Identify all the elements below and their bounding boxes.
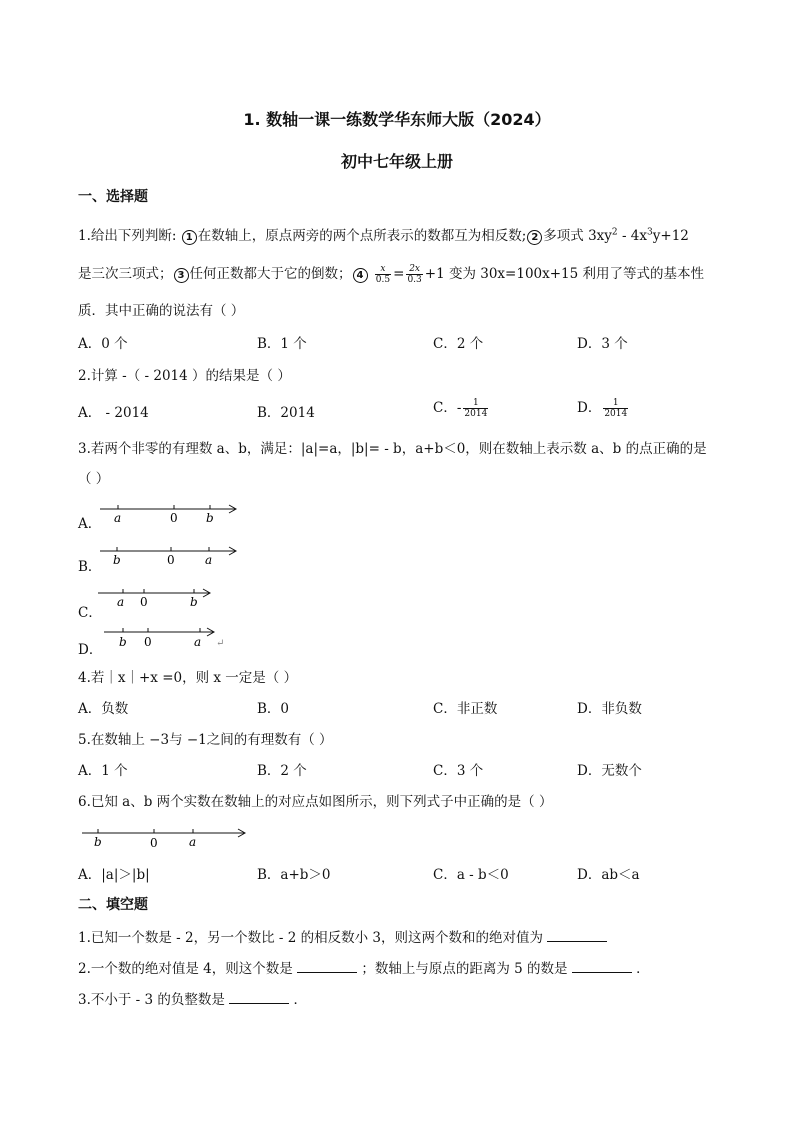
q6-number-line xyxy=(80,824,250,852)
circled-number-2: 2 xyxy=(527,230,542,245)
tick-label-zero: 0 xyxy=(170,511,178,525)
q4-stem: 4.若｜x｜+x =0，则 x 一定是（ ） xyxy=(78,670,298,686)
page-subtitle: 初中七年级上册 xyxy=(340,152,453,171)
q5-stem: 5.在数轴上 −3与 −1之间的有理数有（ ） xyxy=(78,732,333,748)
q4-option-d[interactable]: D．非负数 xyxy=(577,701,642,717)
q2-option-d[interactable] xyxy=(577,396,630,419)
fill-q2-text: 2.一个数的绝对值是 4，则这个数是 xyxy=(78,961,293,977)
q1-text: 任何正数都大于它的倒数； xyxy=(189,266,352,282)
q4-option-b[interactable]: B．0 xyxy=(257,701,290,717)
fraction-denominator: 2014 xyxy=(604,409,628,419)
fraction xyxy=(375,264,391,285)
tick-label-zero: 0 xyxy=(150,836,158,850)
q1-option-a[interactable]: A．0 个 xyxy=(78,336,128,352)
answer-blank[interactable] xyxy=(572,960,632,973)
circled-number-1: 1 xyxy=(182,230,197,245)
fill-q2 xyxy=(78,957,650,977)
circled-number-4: 4 xyxy=(353,268,368,283)
exponent: 3 xyxy=(647,227,653,238)
q3-number-line-c xyxy=(96,585,216,615)
tick-label-a: a xyxy=(194,635,202,649)
return-mark: ↵ xyxy=(216,638,225,649)
q1-line3: 质．其中正确的说法有（ ） xyxy=(78,303,245,319)
tick-label-zero: 0 xyxy=(140,595,148,609)
circled-number-3: 3 xyxy=(174,268,189,283)
q3-number-line-b xyxy=(96,543,246,573)
fraction-numerator: 1 xyxy=(463,398,488,409)
page-title: 1. 数轴一课一练数学华东师大版（2024） xyxy=(243,110,551,129)
fill-q3-text: 3.不小于 - 3 的负整数是 xyxy=(78,992,225,1008)
tick-label-b: b xyxy=(119,635,127,649)
q3-stem-line2: （ ） xyxy=(78,471,110,487)
fraction xyxy=(463,398,488,419)
fill-q1 xyxy=(78,926,607,946)
tick-label-a: a xyxy=(114,511,122,525)
q6-option-c[interactable]: C．a - b＜0 xyxy=(433,867,509,883)
section-heading-fill: 二、填空题 xyxy=(78,897,148,913)
fraction-denominator: 0.3 xyxy=(407,275,422,285)
q3-stem-line1: 3.若两个非零的有理数 a、b，满足：|a|=a，|b|= - b，a+b＜0，则在数轴上表示数 a、b 的点正确的是 xyxy=(78,441,707,457)
tick-label-b: b xyxy=(94,835,102,849)
tick-label-b: b xyxy=(206,511,214,525)
q4-option-c[interactable]: C．非正数 xyxy=(433,701,498,717)
tick-label-b: b xyxy=(190,595,198,609)
tick-label-a: a xyxy=(117,595,125,609)
fill-q1-text: 1.已知一个数是 - 2，另一个数比 - 2 的相反数小 3，则这两个数和的绝对值为 xyxy=(78,930,544,946)
answer-blank[interactable] xyxy=(547,929,607,942)
fill-q3 xyxy=(78,988,307,1008)
q1-line1 xyxy=(78,224,689,245)
q3-option-c-label[interactable]: C． xyxy=(78,605,102,621)
fraction xyxy=(406,264,422,285)
q1-text: 多项式 3xy xyxy=(543,228,612,244)
tick-label-b: b xyxy=(113,553,121,567)
q2-stem: 2.计算 -（ - 2014 ）的结果是（ ） xyxy=(78,368,291,384)
q3-number-line-d xyxy=(96,622,236,652)
fraction-denominator: 2014 xyxy=(464,409,488,419)
q1-text: 是三次三项式； xyxy=(78,266,173,282)
q1-text: +1 变为 30x=100x+15 利用了等式的基本性 xyxy=(424,266,705,282)
tick-label-a: a xyxy=(205,553,213,567)
q1-option-d[interactable]: D．3 个 xyxy=(577,336,628,352)
fraction-denominator: 0.5 xyxy=(375,275,391,285)
q1-option-c[interactable]: C．2 个 xyxy=(433,336,484,352)
q6-option-a[interactable]: A．|a|＞|b| xyxy=(78,867,150,883)
q2-option-a[interactable]: A． - 2014 xyxy=(78,405,149,421)
answer-blank[interactable] xyxy=(229,991,289,1004)
fraction xyxy=(603,398,628,419)
q3-option-d-label[interactable]: D． xyxy=(78,642,103,658)
q3-number-line-a xyxy=(96,500,246,530)
q3-option-a-label[interactable]: A． xyxy=(78,516,102,532)
q2-option-c[interactable] xyxy=(433,396,490,419)
q1-text: 在数轴上，原点两旁的两个点所表示的数都互为相反数; xyxy=(197,228,527,244)
q4-option-a[interactable]: A．负数 xyxy=(78,701,129,717)
equals-sign: = xyxy=(393,266,405,282)
tick-label-a: a xyxy=(189,835,197,849)
q1-text: 1.给出下列判断: xyxy=(78,228,181,244)
option-label: C．- xyxy=(433,400,462,416)
q1-option-b[interactable]: B．1 个 xyxy=(257,336,307,352)
q6-option-b[interactable]: B．a+b＞0 xyxy=(257,867,331,883)
q5-option-b[interactable]: B．2 个 xyxy=(257,763,307,779)
fraction-numerator: 2x xyxy=(406,264,422,275)
exponent: 2 xyxy=(611,227,618,238)
fraction-numerator: 1 xyxy=(603,398,628,409)
option-label: D． xyxy=(577,400,602,416)
q5-option-d[interactable]: D．无数个 xyxy=(577,763,642,779)
tick-label-zero: 0 xyxy=(167,553,175,567)
q1-text: - 4x xyxy=(617,228,648,244)
fill-q3-text: ． xyxy=(293,992,307,1008)
q3-option-b-label[interactable]: B． xyxy=(78,559,102,575)
q1-line2 xyxy=(78,262,704,285)
q6-option-d[interactable]: D．ab＜a xyxy=(577,867,640,883)
tick-label-zero: 0 xyxy=(144,635,152,649)
q2-option-b[interactable]: B．2014 xyxy=(257,405,315,421)
answer-blank[interactable] xyxy=(297,960,357,973)
q5-option-c[interactable]: C．3 个 xyxy=(433,763,484,779)
q1-text: y+12 xyxy=(652,228,689,244)
q5-option-a[interactable]: A．1 个 xyxy=(78,763,128,779)
fill-q2-text: ；数轴上与原点的距离为 5 的数是 xyxy=(361,961,568,977)
q6-stem: 6.已知 a、b 两个实数在数轴上的对应点如图所示，则下列式子中正确的是（ ） xyxy=(78,794,553,810)
fill-q2-text: ． xyxy=(636,961,650,977)
fraction-numerator: x xyxy=(375,264,391,275)
section-heading-choice: 一、选择题 xyxy=(78,189,148,205)
